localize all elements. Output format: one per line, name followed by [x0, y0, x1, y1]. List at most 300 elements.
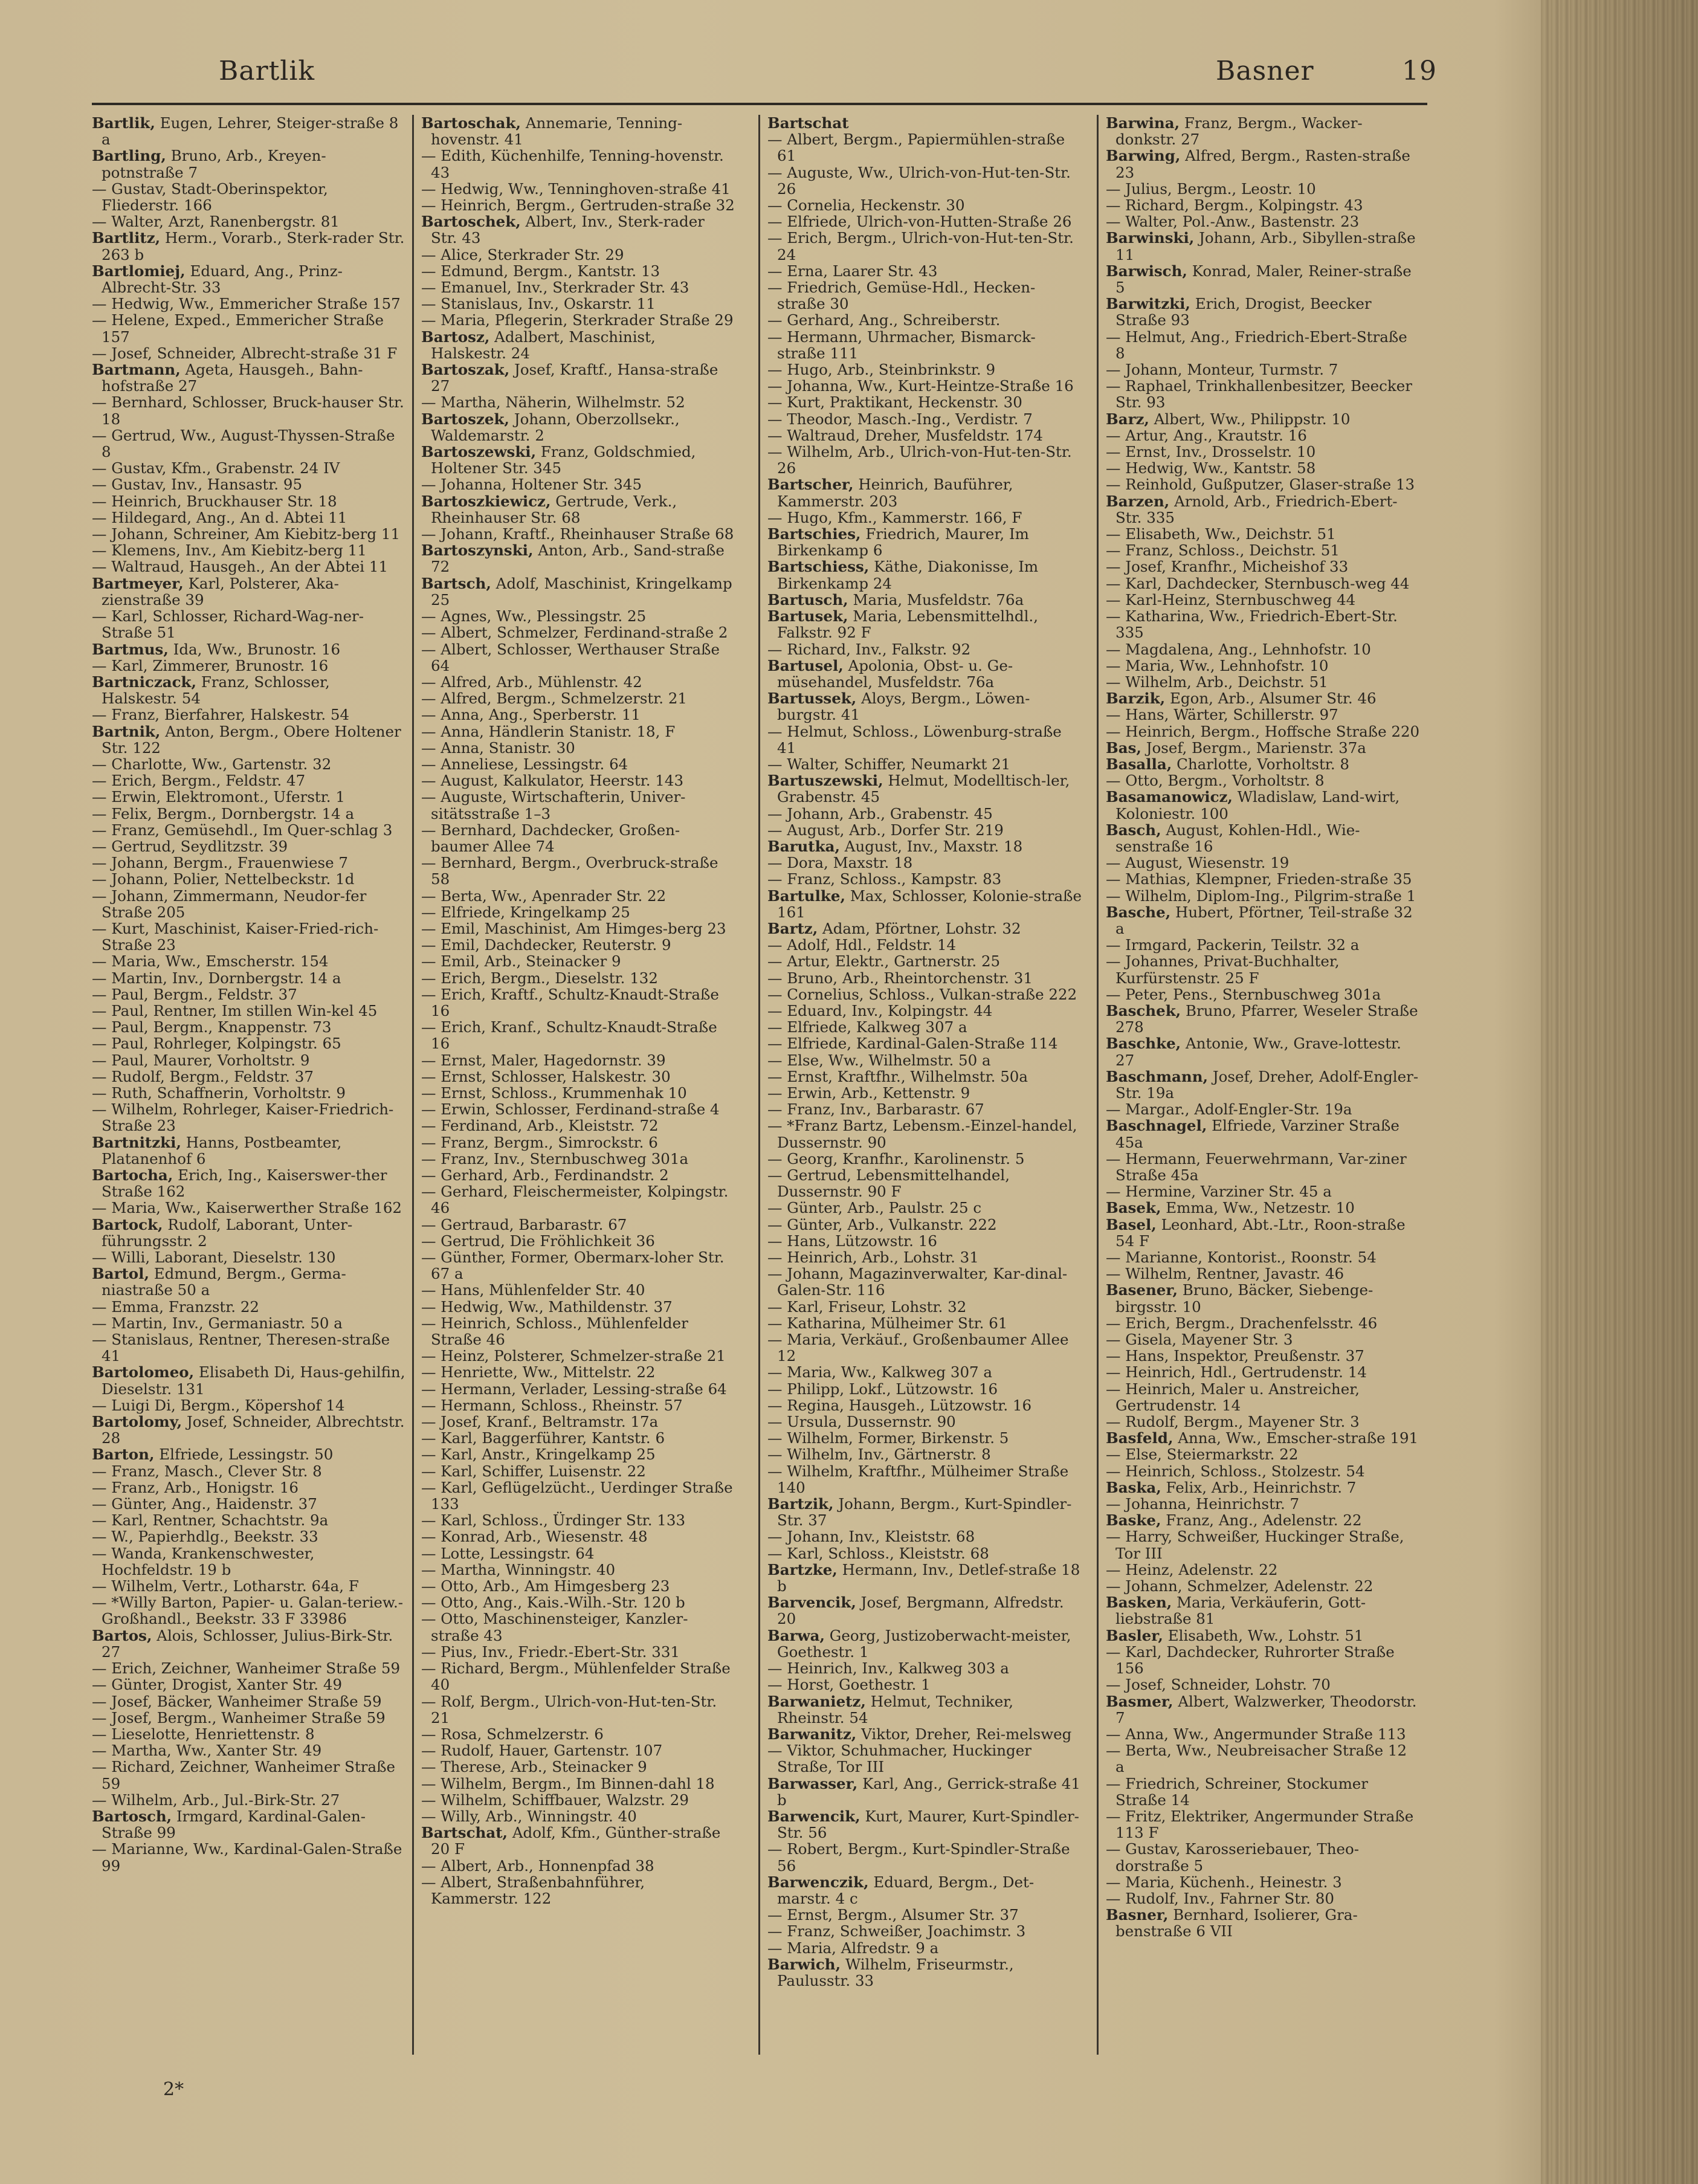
directory-entry: — Margar., Adolf-Engler-Str. 19a [1106, 1100, 1352, 1119]
running-head-right: Basner [1216, 56, 1314, 86]
directory-entry: — Otto, Ang., Kais.-Wilh.-Str. 120 b [421, 1594, 685, 1612]
directory-entry: — Artur, Ang., Krautstr. 16 [1106, 426, 1307, 444]
directory-entry: — Gustav, Kfm., Grabenstr. 24 IV [92, 459, 340, 477]
directory-entry: Bartschat [767, 114, 849, 132]
directory-entry: — Heinz, Adelenstr. 22 [1106, 1560, 1278, 1578]
directory-entry: — Erich, Kraftf., Schultz-Knaudt-Straße 16 [421, 985, 719, 1019]
directory-entry: — Johann, Inv., Kleiststr. 68 [767, 1528, 975, 1546]
directory-entry: — Günter, Drogist, Xanter Str. 49 [92, 1676, 343, 1694]
directory-entry: Bartschiess, Käthe, Diakonisse, Im Birkenkamp 24 [767, 558, 1039, 592]
directory-entry: — Erna, Laarer Str. 43 [767, 262, 938, 280]
directory-entry: — Hedwig, Ww., Tenninghoven-straße 41 [421, 179, 731, 198]
directory-entry: — Hermann, Feuerwehrmann, Var-ziner Straße 45a [1106, 1149, 1407, 1184]
directory-entry: Barwing, Alfred, Bergm., Rasten-straße 23 [1106, 147, 1410, 181]
directory-entry: — Helmut, Ang., Friedrich-Ebert-Straße 8 [1106, 328, 1407, 362]
entry-column-2 [421, 115, 735, 2073]
directory-entry: Basler, Elisabeth, Ww., Lohstr. 51 [1106, 1626, 1364, 1644]
directory-entry: — Bernhard, Bergm., Overbruck-straße 58 [421, 854, 718, 888]
directory-entry: — Albert, Straßenbahnführer, Kammerstr. 122 [421, 1873, 645, 1907]
directory-entry: — Fritz, Elektriker, Angermunder Straße 113 F [1106, 1807, 1414, 1842]
page-number: 19 [1402, 56, 1437, 86]
directory-entry: — Alfred, Arb., Mühlenstr. 42 [421, 673, 642, 691]
directory-entry: — Wilhelm, Rohrleger, Kaiser-Friedrich-Straße 23 [92, 1100, 394, 1135]
directory-entry: — Otto, Arb., Am Himgesberg 23 [421, 1577, 670, 1595]
directory-entry: — Edith, Küchenhilfe, Tenning-hovenstr. 43 [421, 147, 724, 181]
directory-entry: Basek, Emma, Ww., Netzestr. 10 [1106, 1199, 1355, 1217]
directory-entry: — Gerhard, Ang., Schreiberstr. [767, 311, 1001, 329]
directory-entry: — Wanda, Krankenschwester, Hochfeldstr. 19 b [92, 1544, 315, 1578]
directory-entry: Bartulke, Max, Schlosser, Kolonie-straße 161 [767, 887, 1082, 921]
directory-entry: — Hermine, Varziner Str. 45 a [1106, 1183, 1332, 1201]
directory-entry: — Franz, Masch., Clever Str. 8 [92, 1462, 322, 1480]
directory-entry: Barwinski, Johann, Arb., Sibyllen-straße 11 [1106, 229, 1416, 263]
directory-entry: — Gustav, Stadt-Oberinspektor, Fliederstr. 166 [92, 179, 328, 215]
directory-entry: — Maria, Ww., Kalkweg 307 a [767, 1363, 993, 1381]
directory-entry: Basken, Maria, Verkäuferin, Gott-liebstraße 81 [1106, 1594, 1366, 1628]
directory-entry: — Helmut, Schloss., Löwenburg-straße 41 [767, 722, 1062, 757]
directory-entry: — Karl-Heinz, Sternbuschweg 44 [1106, 590, 1356, 609]
directory-entry: — Karl, Dachdecker, Sternbusch-weg 44 [1106, 574, 1410, 592]
directory-entry: — Martha, Ww., Xanter Str. 49 [92, 1742, 322, 1760]
directory-entry: — Anneliese, Lessingstr. 64 [421, 755, 628, 773]
directory-entry: — Hildegard, Ang., An d. Abtei 11 [92, 508, 347, 526]
directory-entry: — Erich, Kranf., Schultz-Knaudt-Straße 16 [421, 1018, 717, 1053]
directory-entry: — Regina, Hausgeh., Lützowstr. 16 [767, 1396, 1032, 1414]
directory-entry: Barzik, Egon, Arb., Alsumer Str. 46 [1106, 690, 1377, 708]
directory-entry: — Franz, Bergm., Simrockstr. 6 [421, 1133, 658, 1151]
directory-entry: — Erich, Bergm., Feldstr. 47 [92, 772, 306, 790]
directory-entry: — Alice, Sterkrader Str. 29 [421, 245, 624, 263]
directory-entry: Barwenczik, Eduard, Bergm., Det-marstr. 4 c [767, 1873, 1035, 1907]
directory-entry: — Stanislaus, Inv., Oskarstr. 11 [421, 295, 656, 313]
directory-entry: — Theodor, Masch.-Ing., Verdistr. 7 [767, 410, 1033, 428]
directory-entry: — Wilhelm, Rentner, Javastr. 46 [1106, 1265, 1345, 1283]
directory-entry: — Anna, Ww., Angermunder Straße 113 [1106, 1725, 1406, 1743]
directory-entry: — Karl, Baggerführer, Kantstr. 6 [421, 1429, 665, 1447]
entry-column-3 [767, 115, 1082, 2073]
directory-entry: — August, Arb., Dorfer Str. 219 [767, 821, 1004, 839]
directory-entry: — Friedrich, Schreiner, Stockumer Straße 14 [1106, 1774, 1369, 1809]
directory-entry: — Peter, Pens., Sternbuschweg 301a [1106, 985, 1381, 1003]
directory-entry: — Franz, Schweißer, Joachimstr. 3 [767, 1922, 1026, 1940]
directory-entry: — Marianne, Ww., Kardinal-Galen-Straße 99 [92, 1840, 402, 1875]
directory-entry: — Johann, Bergm., Frauenwiese 7 [92, 854, 349, 872]
directory-entry: — Heinrich, Bergm., Gertruden-straße 32 [421, 196, 735, 215]
directory-entry: Baske, Franz, Ang., Adelenstr. 22 [1106, 1511, 1362, 1530]
directory-entry: — Albert, Schmelzer, Ferdinand-straße 2 [421, 624, 728, 642]
directory-entry: — Josef, Bäcker, Wanheimer Straße 59 [92, 1692, 382, 1710]
directory-entry: — August, Kalkulator, Heerstr. 143 [421, 772, 684, 790]
entry-column-4 [1106, 115, 1420, 2073]
directory-entry: Bartoszek, Johann, Oberzollsekr., Waldemarstr. 2 [421, 410, 680, 444]
directory-entry: Basamanowicz, Wladislaw, Land-wirt, Koloniestr. 100 [1106, 788, 1400, 822]
directory-entry: — Waltraud, Dreher, Musfeldstr. 174 [767, 426, 1044, 444]
directory-entry: — Gerhard, Fleischermeister, Kolpingstr. 46 [421, 1183, 729, 1217]
directory-entry: Barutka, August, Inv., Maxstr. 18 [767, 837, 1023, 855]
directory-entry: Bas, Josef, Bergm., Marienstr. 37a [1106, 738, 1366, 757]
directory-entry: — Günter, Arb., Paulstr. 25 c [767, 1199, 982, 1217]
directory-entry: — Lotte, Lessingstr. 64 [421, 1544, 595, 1562]
directory-entry: — Johanna, Heinrichstr. 7 [1106, 1495, 1300, 1513]
directory-entry: — Felix, Bergm., Dornbergstr. 14 a [92, 804, 355, 822]
directory-entry: — Konrad, Arb., Wiesenstr. 48 [421, 1528, 648, 1546]
directory-entry: Bartosz, Adalbert, Maschinist, Halskestr. 24 [421, 328, 656, 362]
signature-mark: 2* [163, 2079, 184, 2100]
directory-entry: Bartos, Alois, Schlosser, Julius-Birk-Str. 27 [92, 1626, 393, 1661]
directory-entry: — W., Papierhdlg., Beekstr. 33 [92, 1528, 318, 1546]
directory-entry: Bartlik, Eugen, Lehrer, Steiger-straße 8 a [92, 114, 399, 149]
directory-entry: — Emil, Arb., Steinacker 9 [421, 952, 621, 971]
directory-entry: — Franz, Bierfahrer, Halskestr. 54 [92, 706, 350, 724]
directory-entry: — Franz, Inv., Barbarastr. 67 [767, 1100, 984, 1119]
directory-entry: — *Franz Bartz, Lebensm.-Einzel-handel, Dussernstr. 90 [767, 1117, 1077, 1151]
directory-entry: — Heinrich, Schloss., Stolzestr. 54 [1106, 1462, 1365, 1480]
directory-entry: — Johann, Magazinverwalter, Kar-dinal-Galen-Str. 116 [767, 1265, 1068, 1299]
directory-entry: — Elisabeth, Ww., Deichstr. 51 [1106, 525, 1336, 543]
directory-entry: — Heinrich, Bergm., Hoffsche Straße 220 [1106, 722, 1420, 740]
directory-entry: — Mathias, Klempner, Frieden-straße 35 [1106, 870, 1412, 888]
directory-entry: — Stanislaus, Rentner, Theresen-straße 41 [92, 1331, 390, 1365]
directory-entry: — Berta, Ww., Apenrader Str. 22 [421, 887, 667, 905]
directory-entry: — Hans, Wärter, Schillerstr. 97 [1106, 706, 1338, 724]
directory-entry: Barwina, Franz, Bergm., Wacker-donkstr. 27 [1106, 114, 1363, 149]
directory-entry: — Wilhelm, Kraftfhr., Mülheimer Straße 140 [767, 1462, 1069, 1496]
directory-entry: — Paul, Bergm., Knappenstr. 73 [92, 1018, 332, 1036]
directory-entry: — Gustav, Karosseriebauer, Theo-dorstraße 5 [1106, 1840, 1360, 1875]
directory-entry: — Ursula, Dussernstr. 90 [767, 1413, 956, 1431]
directory-entry: — Hugo, Arb., Steinbrinkstr. 9 [767, 361, 996, 379]
directory-entry: Bartusch, Maria, Musfeldstr. 76a [767, 590, 1024, 609]
directory-entry: — Helene, Exped., Emmericher Straße 157 [92, 311, 384, 346]
directory-entry: — Robert, Bergm., Kurt-Spindler-Straße 56 [767, 1840, 1070, 1875]
directory-entry: — Cornelia, Heckenstr. 30 [767, 196, 965, 215]
directory-entry: Baska, Felix, Arb., Heinrichstr. 7 [1106, 1478, 1357, 1496]
directory-entry: — Karl, Schloss., Kleiststr. 68 [767, 1544, 989, 1562]
directory-entry: — Walter, Arzt, Ranenbergstr. 81 [92, 213, 340, 231]
directory-entry: — Rosa, Schmelzerstr. 6 [421, 1725, 604, 1743]
directory-entry: — Maria, Ww., Lehnhofstr. 10 [1106, 656, 1329, 674]
directory-entry: Basmer, Albert, Walzwerker, Theodorstr. 7 [1106, 1692, 1417, 1727]
directory-entry: — Hermann, Schloss., Rheinstr. 57 [421, 1396, 683, 1414]
directory-entry: — Gisela, Mayener Str. 3 [1106, 1331, 1293, 1349]
header-rule [92, 103, 1427, 105]
directory-entry: Baschnagel, Elfriede, Varziner Straße 45a [1106, 1117, 1399, 1151]
directory-entry: — Erich, Bergm., Dieselstr. 132 [421, 969, 658, 987]
directory-entry: — Georg, Kranfhr., Karolinenstr. 5 [767, 1149, 1025, 1168]
book-spine-edge [1541, 0, 1698, 2184]
directory-entry: — Heinrich, Inv., Kalkweg 303 a [767, 1659, 1009, 1678]
directory-entry: — Hedwig, Ww., Mathildenstr. 37 [421, 1297, 673, 1316]
directory-entry: — Emma, Franzstr. 22 [92, 1297, 260, 1316]
directory-entry: — Hedwig, Ww., Kantstr. 58 [1106, 459, 1316, 477]
directory-entry: — Karl, Schlosser, Richard-Wag-ner-Straße 51 [92, 607, 364, 642]
directory-entry: — Josef, Schneider, Albrecht-straße 31 F [92, 344, 398, 362]
directory-entry: — Richard, Inv., Falkstr. 92 [767, 640, 971, 658]
directory-entry: — Ernst, Schlosser, Halskestr. 30 [421, 1067, 671, 1085]
directory-entry: — Walter, Schiffer, Neumarkt 21 [767, 755, 1011, 773]
directory-entry: — Johann, Schreiner, Am Kiebitz-berg 11 [92, 525, 401, 543]
directory-entry: Bartock, Rudolf, Laborant, Unter-führungsstr. 2 [92, 1215, 353, 1250]
directory-entry: — Emil, Maschinist, Am Himges-berg 23 [421, 919, 726, 937]
directory-entry: — Cornelius, Schloss., Vulkan-straße 222 [767, 985, 1077, 1003]
directory-entry: — Gustav, Inv., Hansastr. 95 [92, 476, 303, 494]
directory-entry: — Edmund, Bergm., Kantstr. 13 [421, 262, 660, 280]
directory-entry: Bartolomy, Josef, Schneider, Albrechtstr. 28 [92, 1413, 405, 1447]
directory-entry: Bartoszkiewicz, Gertrude, Verk., Rheinhauser Str. 68 [421, 492, 677, 526]
directory-entry: — Anna, Händlerin Stanistr. 18, F [421, 722, 676, 740]
directory-entry: — Josef, Kranfhr., Micheishof 33 [1106, 558, 1349, 576]
directory-entry: — Maria, Ww., Emscherstr. 154 [92, 952, 329, 971]
directory-entry: — *Willy Barton, Papier- u. Galan-teriew.-Großhandl., Beekstr. 33 F 33986 [92, 1594, 404, 1628]
directory-entry: — Anna, Stanistr. 30 [421, 738, 575, 757]
directory-entry: Barwencik, Kurt, Maurer, Kurt-Spindler-Str. 56 [767, 1807, 1079, 1842]
directory-entry: — Johann, Arb., Grabenstr. 45 [767, 804, 993, 822]
directory-entry: — Wilhelm, Schiffbauer, Walzstr. 29 [421, 1791, 689, 1809]
directory-entry: — Hans, Mühlenfelder Str. 40 [421, 1281, 645, 1299]
directory-entry: — Elfriede, Ulrich-von-Hutten-Straße 26 [767, 213, 1072, 231]
directory-entry: — Josef, Bergm., Wanheimer Straße 59 [92, 1708, 386, 1727]
directory-entry: Bartol, Edmund, Bergm., Germa-niastraße 50 a [92, 1265, 346, 1299]
directory-entry: — Wilhelm, Bergm., Im Binnen-dahl 18 [421, 1774, 715, 1792]
directory-entry: — Maria, Verkäuf., Großenbaumer Allee 12 [767, 1331, 1069, 1365]
directory-entry: Bartosch, Irmgard, Kardinal-Galen-Straße 99 [92, 1807, 366, 1842]
directory-entry: Bartoszak, Josef, Kraftf., Hansa-straße 27 [421, 361, 718, 395]
directory-entry: — Horst, Goethestr. 1 [767, 1676, 931, 1694]
directory-entry: — Günter, Ang., Haidenstr. 37 [92, 1495, 317, 1513]
directory-entry: — Magdalena, Ang., Lehnhofstr. 10 [1106, 640, 1371, 658]
directory-entry: — Ruth, Schaffnerin, Vorholtstr. 9 [92, 1084, 346, 1102]
directory-entry: — Hans, Lützowstr. 16 [767, 1232, 937, 1250]
directory-entry: — Elfriede, Kringelkamp 25 [421, 903, 630, 921]
directory-entry: — Ernst, Maler, Hagedornstr. 39 [421, 1051, 666, 1069]
directory-entry: — Paul, Bergm., Feldstr. 37 [92, 985, 297, 1003]
directory-entry: — Kurt, Maschinist, Kaiser-Fried-rich-Straße 23 [92, 919, 379, 954]
column-divider [758, 115, 760, 2055]
directory-entry: — Emil, Dachdecker, Reuterstr. 9 [421, 936, 671, 954]
directory-entry: Basalla, Charlotte, Vorholtstr. 8 [1106, 755, 1349, 773]
directory-entry: — Henriette, Ww., Mittelstr. 22 [421, 1363, 656, 1381]
directory-entry: — Günter, Arb., Vulkanstr. 222 [767, 1215, 997, 1233]
directory-entry: — Elfriede, Kardinal-Galen-Straße 114 [767, 1035, 1058, 1053]
directory-entry: Bartusel, Apolonia, Obst- u. Ge-müsehandel, Musfeldstr. 76a [767, 656, 1013, 691]
directory-entry: — Auguste, Wirtschafterin, Univer-sitätsstraße 1–3 [421, 788, 686, 822]
entry-column-1 [92, 115, 406, 2073]
directory-entry: — Gertrud, Seydlitzstr. 39 [92, 837, 288, 855]
directory-entry: — Harry, Schweißer, Huckinger Straße, Tor III [1106, 1528, 1404, 1562]
directory-entry: — Bernhard, Schlosser, Bruck-hauser Str. 18 [92, 393, 404, 428]
directory-entry: — Rudolf, Bergm., Mayener Str. 3 [1106, 1413, 1360, 1431]
directory-entry: — Marianne, Kontorist., Roonstr. 54 [1106, 1249, 1377, 1267]
directory-entry: — Johanna, Ww., Kurt-Heintze-Straße 16 [767, 377, 1074, 395]
directory-entry: — Paul, Maurer, Vorholtstr. 9 [92, 1051, 310, 1069]
directory-entry: — Charlotte, Ww., Gartenstr. 32 [92, 755, 332, 773]
directory-entry: — Rudolf, Bergm., Feldstr. 37 [92, 1067, 314, 1085]
directory-entry: — Martha, Näherin, Wilhelmstr. 52 [421, 393, 685, 412]
directory-entry: Bartling, Bruno, Arb., Kreyen-potnstraße 7 [92, 147, 326, 181]
directory-entry: — Otto, Maschinensteiger, Kanzler-straße 43 [421, 1610, 688, 1644]
running-head-left: Bartlik [219, 56, 315, 86]
directory-entry: — Ferdinand, Arb., Kleiststr. 72 [421, 1117, 659, 1135]
directory-entry: — Karl, Anstr., Kringelkamp 25 [421, 1446, 656, 1464]
directory-entry: — Wilhelm, Arb., Deichstr. 51 [1106, 673, 1328, 691]
column-divider [412, 115, 414, 2055]
directory-entry: — Friedrich, Gemüse-Hdl., Hecken-straße 30 [767, 279, 1036, 313]
directory-entry: — Karl, Schloss., Ürdinger Str. 133 [421, 1511, 686, 1530]
directory-entry: — Rolf, Bergm., Ulrich-von-Hut-ten-Str. 21 [421, 1692, 717, 1727]
directory-entry: — Johann, Monteur, Turmstr. 7 [1106, 361, 1338, 379]
directory-entry: — Johann, Zimmermann, Neudor-fer Straße 205 [92, 887, 367, 921]
directory-entry: — Gertrud, Ww., August-Thyssen-Straße 8 [92, 426, 395, 461]
directory-entry: Barwanietz, Helmut, Techniker, Rheinstr. 54 [767, 1692, 1014, 1727]
directory-entry: — Johannes, Privat-Buchhalter, Kurfürstenstr. 25 F [1106, 952, 1340, 987]
directory-entry: — Gertrud, Lebensmittelhandel, Dussernstr. 90 F [767, 1166, 1010, 1201]
directory-entry: Baschmann, Josef, Dreher, Adolf-Engler-Str. 19a [1106, 1067, 1419, 1102]
directory-entry: Barz, Albert, Ww., Philippstr. 10 [1106, 410, 1351, 428]
directory-entry: — Reinhold, Gußputzer, Glaser-straße 13 [1106, 476, 1415, 494]
directory-entry: — Martha, Winningstr. 40 [421, 1560, 616, 1578]
directory-entry: — Rudolf, Inv., Fahrner Str. 80 [1106, 1889, 1334, 1907]
directory-entry: — Maria, Küchenh., Heinestr. 3 [1106, 1873, 1342, 1891]
directory-entry: Barwitzki, Erich, Drogist, Beecker Straße 93 [1106, 295, 1372, 329]
directory-entry: Bartscher, Heinrich, Bauführer, Kammerstr. 203 [767, 476, 1013, 510]
directory-entry: Basener, Bruno, Bäcker, Siebenge-birgsstr. 10 [1106, 1281, 1374, 1316]
directory-entry: Bartoszewski, Franz, Goldschmied, Holtener Str. 345 [421, 443, 696, 477]
directory-entry: Barwich, Wilhelm, Friseurmstr., Paulusstr. 33 [767, 1955, 1014, 1989]
directory-entry: — Maria, Alfredstr. 9 a [767, 1939, 939, 1957]
directory-entry: — Heinrich, Maler u. Anstreicher, Gertrudenstr. 14 [1106, 1380, 1360, 1414]
directory-entry: — Dora, Maxstr. 18 [767, 854, 913, 872]
directory-entry: — Walter, Pol.-Anw., Bastenstr. 23 [1106, 213, 1360, 231]
column-divider [1097, 115, 1099, 2055]
directory-entry: — Ernst, Inv., Drosselstr. 10 [1106, 443, 1316, 461]
directory-entry: — Ernst, Schloss., Krummenhak 10 [421, 1084, 687, 1102]
directory-entry: Bartzik, Johann, Bergm., Kurt-Spindler-Str. 37 [767, 1495, 1072, 1530]
directory-entry: — Hans, Inspektor, Preußenstr. 37 [1106, 1347, 1364, 1365]
directory-entry: — Johann, Polier, Nettelbeckstr. 1d [92, 870, 355, 888]
directory-entry: — Bernhard, Dachdecker, Großen-baumer Allee 74 [421, 821, 680, 855]
directory-entry: — Gertraud, Barbarastr. 67 [421, 1215, 627, 1233]
directory-entry: Bartsch, Adolf, Maschinist, Kringelkamp 25 [421, 574, 732, 609]
directory-entry: — Günther, Former, Obermarx-loher Str. 67 a [421, 1249, 725, 1283]
directory-entry: Bartlomiej, Eduard, Ang., Prinz-Albrecht-Str. 33 [92, 262, 343, 297]
directory-entry: — Erich, Bergm., Ulrich-von-Hut-ten-Str. 24 [767, 229, 1074, 263]
directory-entry: Bartoschek, Albert, Inv., Sterk-rader Str. 43 [421, 213, 705, 247]
directory-entry: Barton, Elfriede, Lessingstr. 50 [92, 1446, 334, 1464]
directory-entry: — Erwin, Arb., Kettenstr. 9 [767, 1084, 970, 1102]
directory-entry: Barvencik, Josef, Bergmann, Alfredstr. 20 [767, 1594, 1064, 1628]
directory-entry: — Franz, Inv., Sternbuschweg 301a [421, 1149, 689, 1168]
directory-entry: — Martin, Inv., Germaniastr. 50 a [92, 1314, 343, 1332]
directory-entry: Barwa, Georg, Justizoberwacht-meister, Goethestr. 1 [767, 1626, 1071, 1661]
directory-entry: Barwanitz, Viktor, Dreher, Rei-melsweg [767, 1725, 1072, 1743]
directory-entry: — Franz, Schloss., Kampstr. 83 [767, 870, 1002, 888]
directory-entry: — Josef, Schneider, Lohstr. 70 [1106, 1676, 1331, 1694]
directory-entry: Bartmeyer, Karl, Polsterer, Aka-zienstraße 39 [92, 574, 339, 609]
directory-entry: — Heinrich, Arb., Lohstr. 31 [767, 1249, 979, 1267]
directory-entry: — Karl, Dachdecker, Ruhrorter Straße 156 [1106, 1643, 1395, 1678]
directory-entry: — Franz, Gemüsehdl., Im Quer-schlag 3 [92, 821, 393, 839]
directory-entry: — Karl, Friseur, Lohstr. 32 [767, 1297, 967, 1316]
directory-entry: — Martin, Inv., Dornbergstr. 14 a [92, 969, 341, 987]
directory-entry: — Irmgard, Packerin, Teilstr. 32 a [1106, 936, 1360, 954]
directory-entry: — Karl, Schiffer, Luisenstr. 22 [421, 1462, 646, 1480]
directory-entry: — Otto, Bergm., Vorholtstr. 8 [1106, 772, 1325, 790]
directory-entry: — Albert, Arb., Honnenpfad 38 [421, 1856, 654, 1875]
directory-entry: — Johanna, Holtener Str. 345 [421, 476, 642, 494]
directory-entry: — Willy, Arb., Winningstr. 40 [421, 1807, 637, 1825]
directory-entry: — Josef, Kranf., Beltramstr. 17a [421, 1413, 659, 1431]
directory-entry: Bartniczack, Franz, Schlosser, Halskestr. 54 [92, 673, 330, 708]
directory-entry: — Else, Steiermarkstr. 22 [1106, 1446, 1299, 1464]
directory-entry: — Heinrich, Bruckhauser Str. 18 [92, 492, 337, 510]
directory-entry: — Richard, Bergm., Kolpingstr. 43 [1106, 196, 1363, 215]
directory-entry: — Paul, Rohrleger, Kolpingstr. 65 [92, 1035, 341, 1053]
directory-entry: — Johann, Kraftf., Rheinhauser Straße 68 [421, 525, 734, 543]
directory-entry: Bartmus, Ida, Ww., Brunostr. 16 [92, 640, 341, 658]
directory-entry: — Luigi Di, Bergm., Köpershof 14 [92, 1396, 345, 1414]
directory-entry: — Viktor, Schuhmacher, Huckinger Straße, Tor III [767, 1742, 1031, 1776]
directory-entry: — Erwin, Schlosser, Ferdinand-straße 4 [421, 1100, 720, 1119]
directory-entry: — Johann, Schmelzer, Adelenstr. 22 [1106, 1577, 1374, 1595]
directory-entry: Barwisch, Konrad, Maler, Reiner-straße 5 [1106, 262, 1412, 297]
directory-entry: — Wilhelm, Arb., Ulrich-von-Hut-ten-Str. 26 [767, 443, 1072, 477]
directory-entry: — Bruno, Arb., Rheintorchenstr. 31 [767, 969, 1033, 987]
directory-entry: — Pius, Inv., Friedr.-Ebert-Str. 331 [421, 1643, 680, 1661]
directory-entry: — Maria, Ww., Kaiserwerther Straße 162 [92, 1199, 402, 1217]
directory-entry: — Maria, Pflegerin, Sterkrader Straße 29 [421, 311, 734, 329]
directory-entry: — Erich, Bergm., Drachenfelsstr. 46 [1106, 1314, 1378, 1332]
directory-entry: — Richard, Bergm., Mühlenfelder Straße 40 [421, 1659, 731, 1694]
directory-entry: — Rudolf, Hauer, Gartenstr. 107 [421, 1742, 663, 1760]
directory-entry: — Alfred, Bergm., Schmelzerstr. 21 [421, 690, 688, 708]
directory-entry: Barwasser, Karl, Ang., Gerrick-straße 41 b [767, 1774, 1080, 1809]
directory-entry: — Therese, Arb., Steinacker 9 [421, 1758, 647, 1776]
directory-entry: Bartschat, Adolf, Kfm., Günther-straße 20 F [421, 1824, 721, 1858]
directory-entry: Bartusek, Maria, Lebensmittelhdl., Falkstr. 92 F [767, 607, 1038, 642]
directory-entry: — Else, Ww., Wilhelmstr. 50 a [767, 1051, 991, 1069]
directory-entry: — Waltraud, Hausgeh., An der Abtei 11 [92, 558, 389, 576]
directory-entry: — Hermann, Verlader, Lessing-straße 64 [421, 1380, 727, 1398]
directory-entry: — Erwin, Elektromont., Uferstr. 1 [92, 788, 345, 806]
directory-entry: — Eduard, Inv., Kolpingstr. 44 [767, 1001, 993, 1019]
directory-entry: — Karl, Geflügelzücht., Uerdinger Straße 133 [421, 1478, 733, 1513]
directory-entry: — Katharina, Ww., Friedrich-Ebert-Str. 335 [1106, 607, 1398, 642]
directory-entry: — Wilhelm, Arb., Jul.-Birk-Str. 27 [92, 1791, 340, 1809]
directory-entry: Bartz, Adam, Pförtner, Lohstr. 32 [767, 919, 1021, 937]
directory-entry: — Wilhelm, Inv., Gärtnerstr. 8 [767, 1446, 991, 1464]
directory-entry: Basner, Bernhard, Isolierer, Gra-benstraße 6 VII [1106, 1906, 1358, 1940]
directory-entry: — Raphael, Trinkhallenbesitzer, Beecker Str. 93 [1106, 377, 1412, 412]
directory-entry: — Karl, Rentner, Schachtstr. 9a [92, 1511, 329, 1530]
directory-entry: Bartmann, Ageta, Hausgeh., Bahn-hofstraße 27 [92, 361, 363, 395]
directory-entry: — Wilhelm, Diplom-Ing., Pilgrim-straße 1 [1106, 887, 1416, 905]
directory-entry: — Adolf, Hdl., Feldstr. 14 [767, 936, 957, 954]
directory-entry: — Philipp, Lokf., Lützowstr. 16 [767, 1380, 998, 1398]
directory-entry: — Gerhard, Arb., Ferdinandstr. 2 [421, 1166, 669, 1184]
directory-entry: Bartocha, Erich, Ing., Kaiserswer-ther Straße 162 [92, 1166, 387, 1201]
directory-entry: Bartussek, Aloys, Bergm., Löwen-burgstr. 41 [767, 690, 1030, 724]
directory-entry: Bartolomeo, Elisabeth Di, Haus-gehilfin, Dieselstr. 131 [92, 1363, 405, 1398]
directory-entry: Bartuszewski, Helmut, Modelltisch-ler, Grabenstr. 45 [767, 772, 1070, 806]
directory-entry: Bartschies, Friedrich, Maurer, Im Birkenkamp 6 [767, 525, 1029, 560]
directory-entry: — Emanuel, Inv., Sterkrader Str. 43 [421, 279, 689, 297]
directory-entry: Basch, August, Kohlen-Hdl., Wie-senstraße 16 [1106, 821, 1360, 855]
directory-entry: Bartlitz, Herm., Vorarb., Sterk-rader Str. 263 b [92, 229, 405, 263]
directory-entry: — Klemens, Inv., Am Kiebitz-berg 11 [92, 541, 367, 560]
directory-entry: Baschek, Bruno, Pfarrer, Weseler Straße 278 [1106, 1001, 1418, 1036]
directory-entry: — Gertrud, Die Fröhlichkeit 36 [421, 1232, 655, 1250]
directory-entry: Bartoschak, Annemarie, Tenning-hovenstr. 41 [421, 114, 683, 149]
